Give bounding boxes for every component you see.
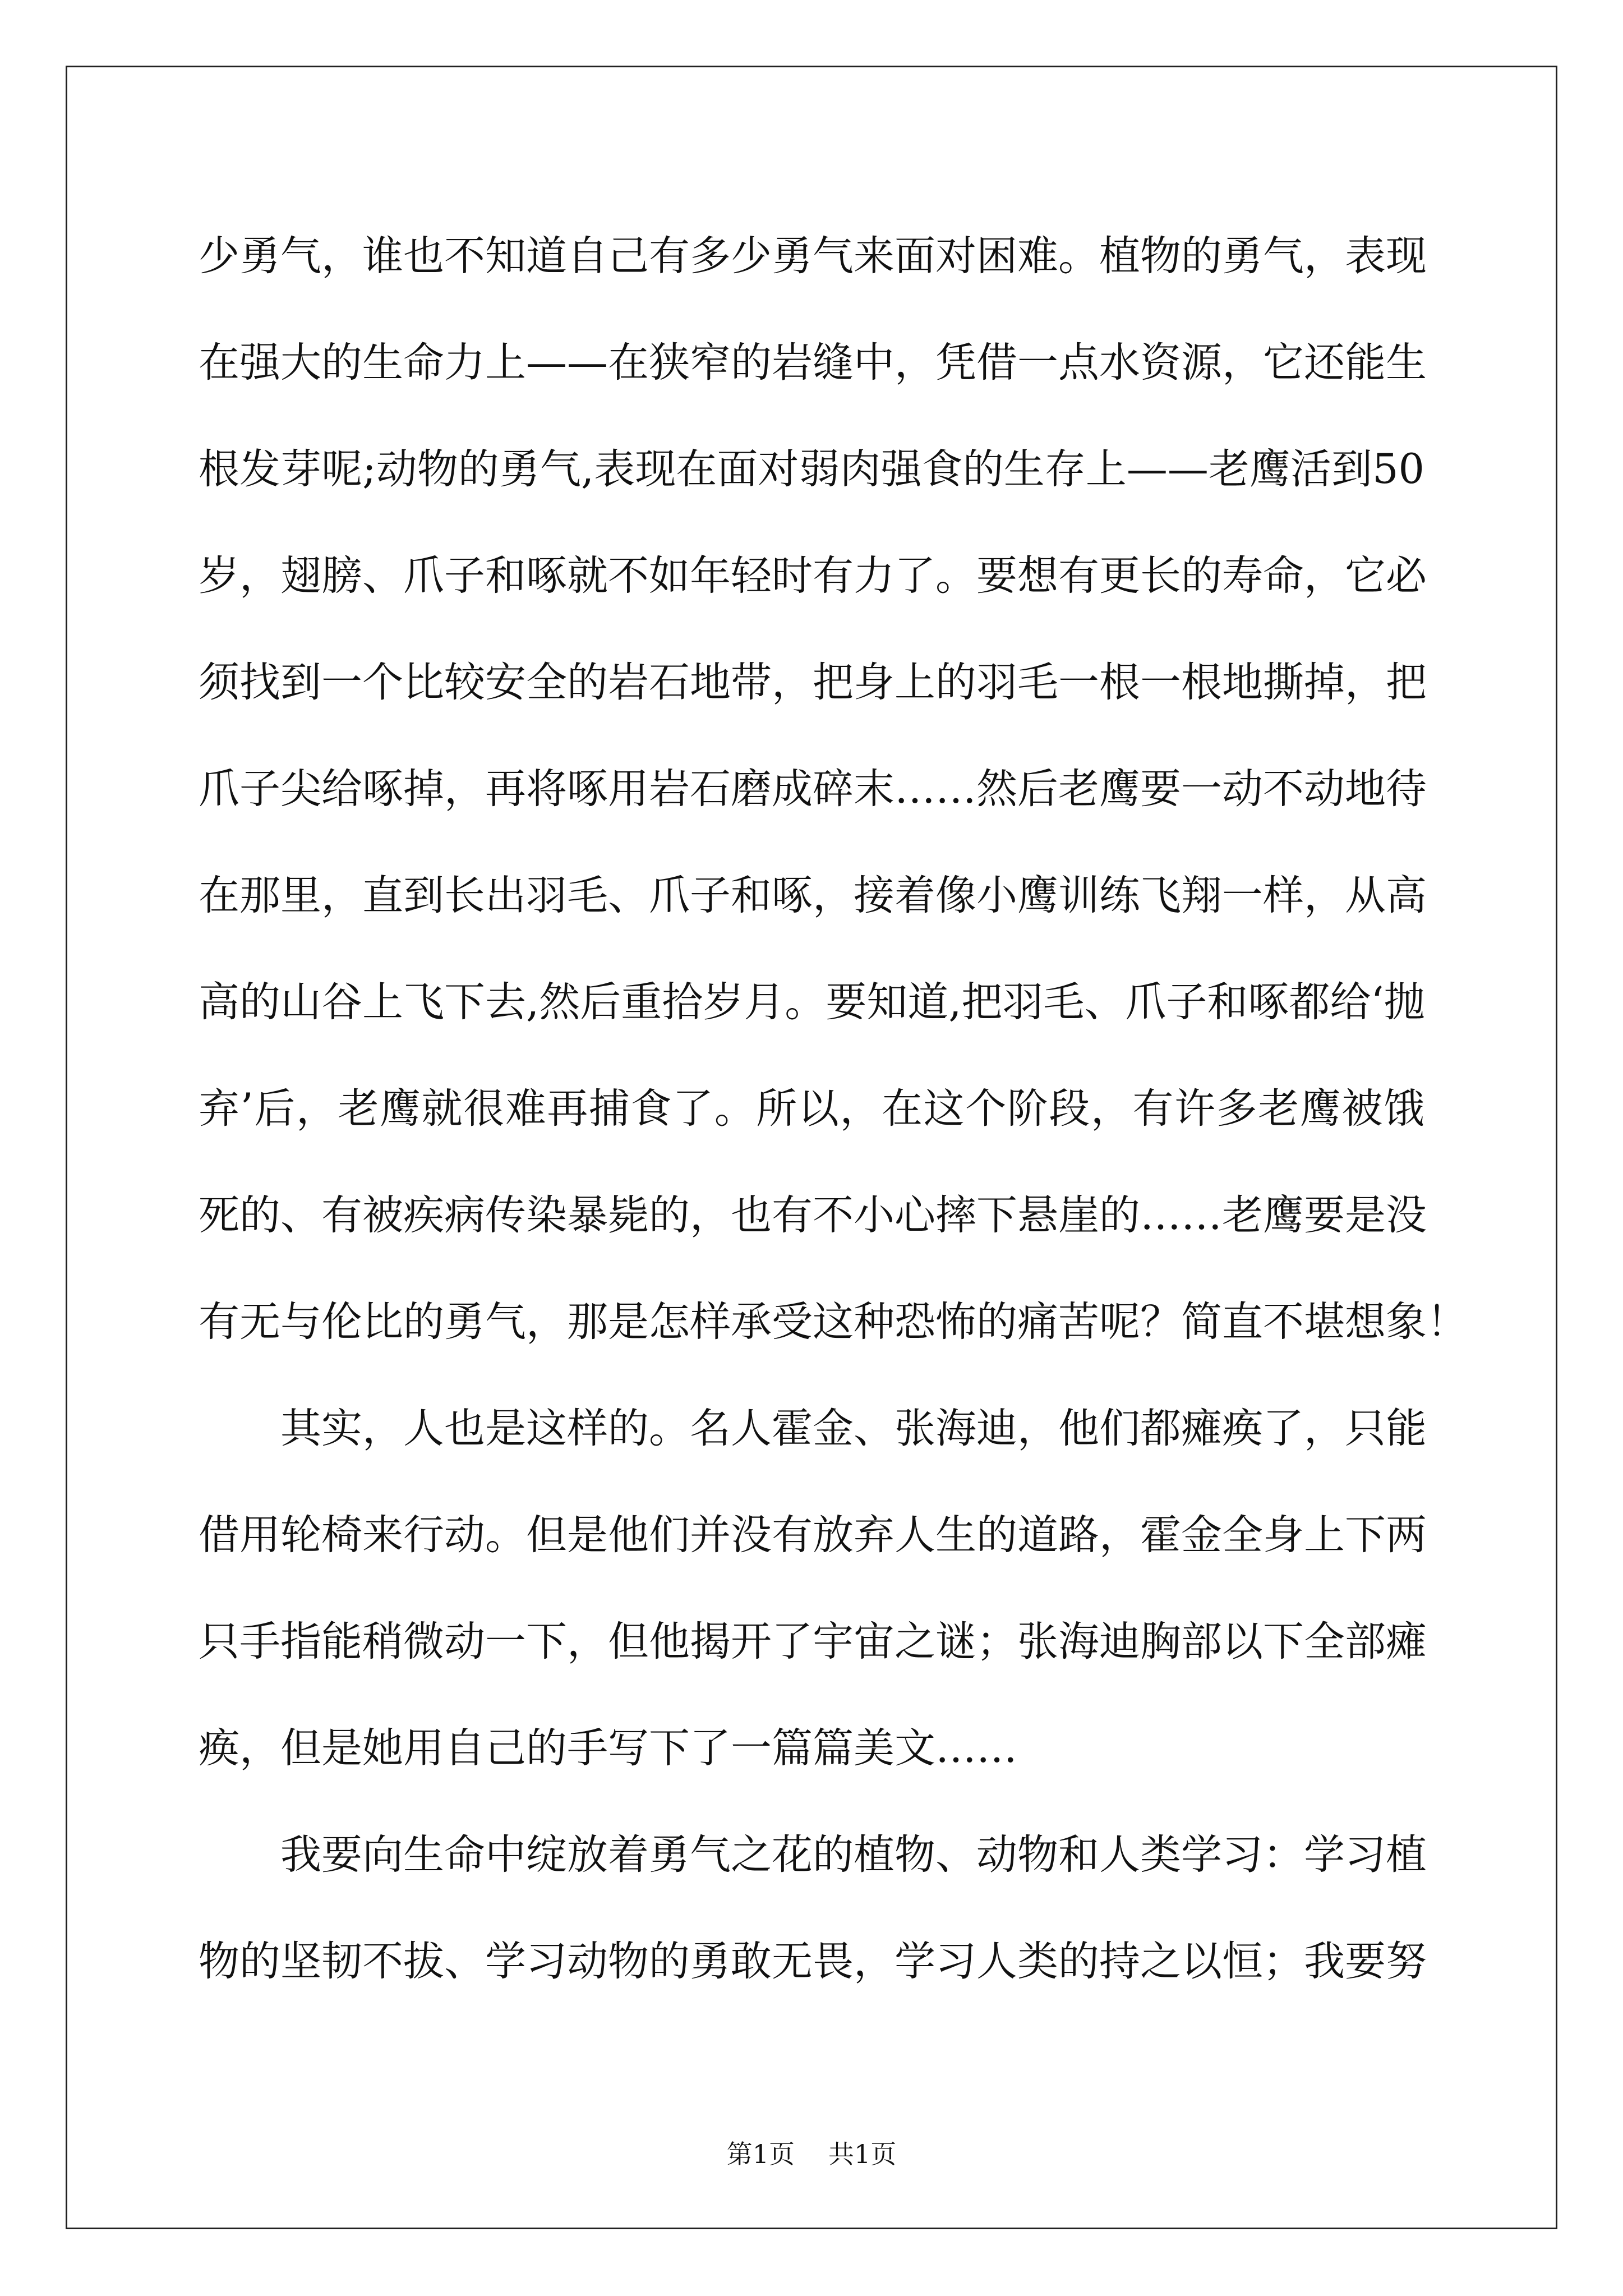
text-line: 物的坚韧不拔、学习动物的勇敢无畏，学习人类的持之以恒；我要努 [199,1938,1427,1985]
text-line: 其实，人也是这样的。名人霍金、张海迪，他们都瘫痪了，只能 [280,1405,1427,1452]
text-line: 在强大的生命力上——在狭窄的岩缝中，凭借一点水资源，它还能生 [199,339,1427,386]
text-line: 须找到一个比较安全的岩石地带，把身上的羽毛一根一根地撕掉，把 [199,659,1427,706]
text-line: 爪子尖给啄掉，再将啄用岩石磨成碎末……然后老鹰要一动不动地待 [199,765,1427,813]
text-line: 我要向生命中绽放着勇气之花的植物、动物和人类学习：学习植 [280,1831,1427,1879]
text-line: 痪，但是她用自己的手写下了一篇篇美文…… [199,1724,1017,1772]
text-line: 死的、有被疾病传染暴毙的，也有不小心摔下悬崖的……老鹰要是没 [199,1191,1427,1239]
page-total: 共1页 [828,2139,897,2169]
page-number: 第1页 [726,2139,795,2169]
text-line: 弃’后，老鹰就很难再捕食了。所以，在这个阶段，有许多老鹰被饿 [199,1085,1424,1133]
page-footer [0,2137,1623,2171]
text-line: 有无与伦比的勇气，那是怎样承受这种恐怖的痛苦呢？简直不堪想象！ [199,1298,1468,1346]
text-line: 只手指能稍微动一下，但他揭开了宇宙之谜；张海迪胸部以下全部瘫 [199,1618,1427,1665]
text-line: 根发芽呢;动物的勇气,表现在面对弱肉强食的生存上——老鹰活到50 [199,445,1424,493]
text-line: 借用轮椅来行动。但是他们并没有放弃人生的道路，霍金全身上下两 [199,1511,1427,1559]
text-line: 岁，翅膀、爪子和啄就不如年轻时有力了。要想有更长的寿命，它必 [199,552,1427,600]
text-line: 在那里，直到长出羽毛、爪子和啄，接着像小鹰训练飞翔一样，从高 [199,872,1427,919]
text-line: 高的山谷上飞下去,然后重拾岁月。要知道,把羽毛、爪子和啄都给‘抛 [199,978,1425,1026]
text-line: 少勇气，谁也不知道自己有多少勇气来面对困难。植物的勇气，表现 [199,232,1427,280]
body-text [199,203,1468,2015]
